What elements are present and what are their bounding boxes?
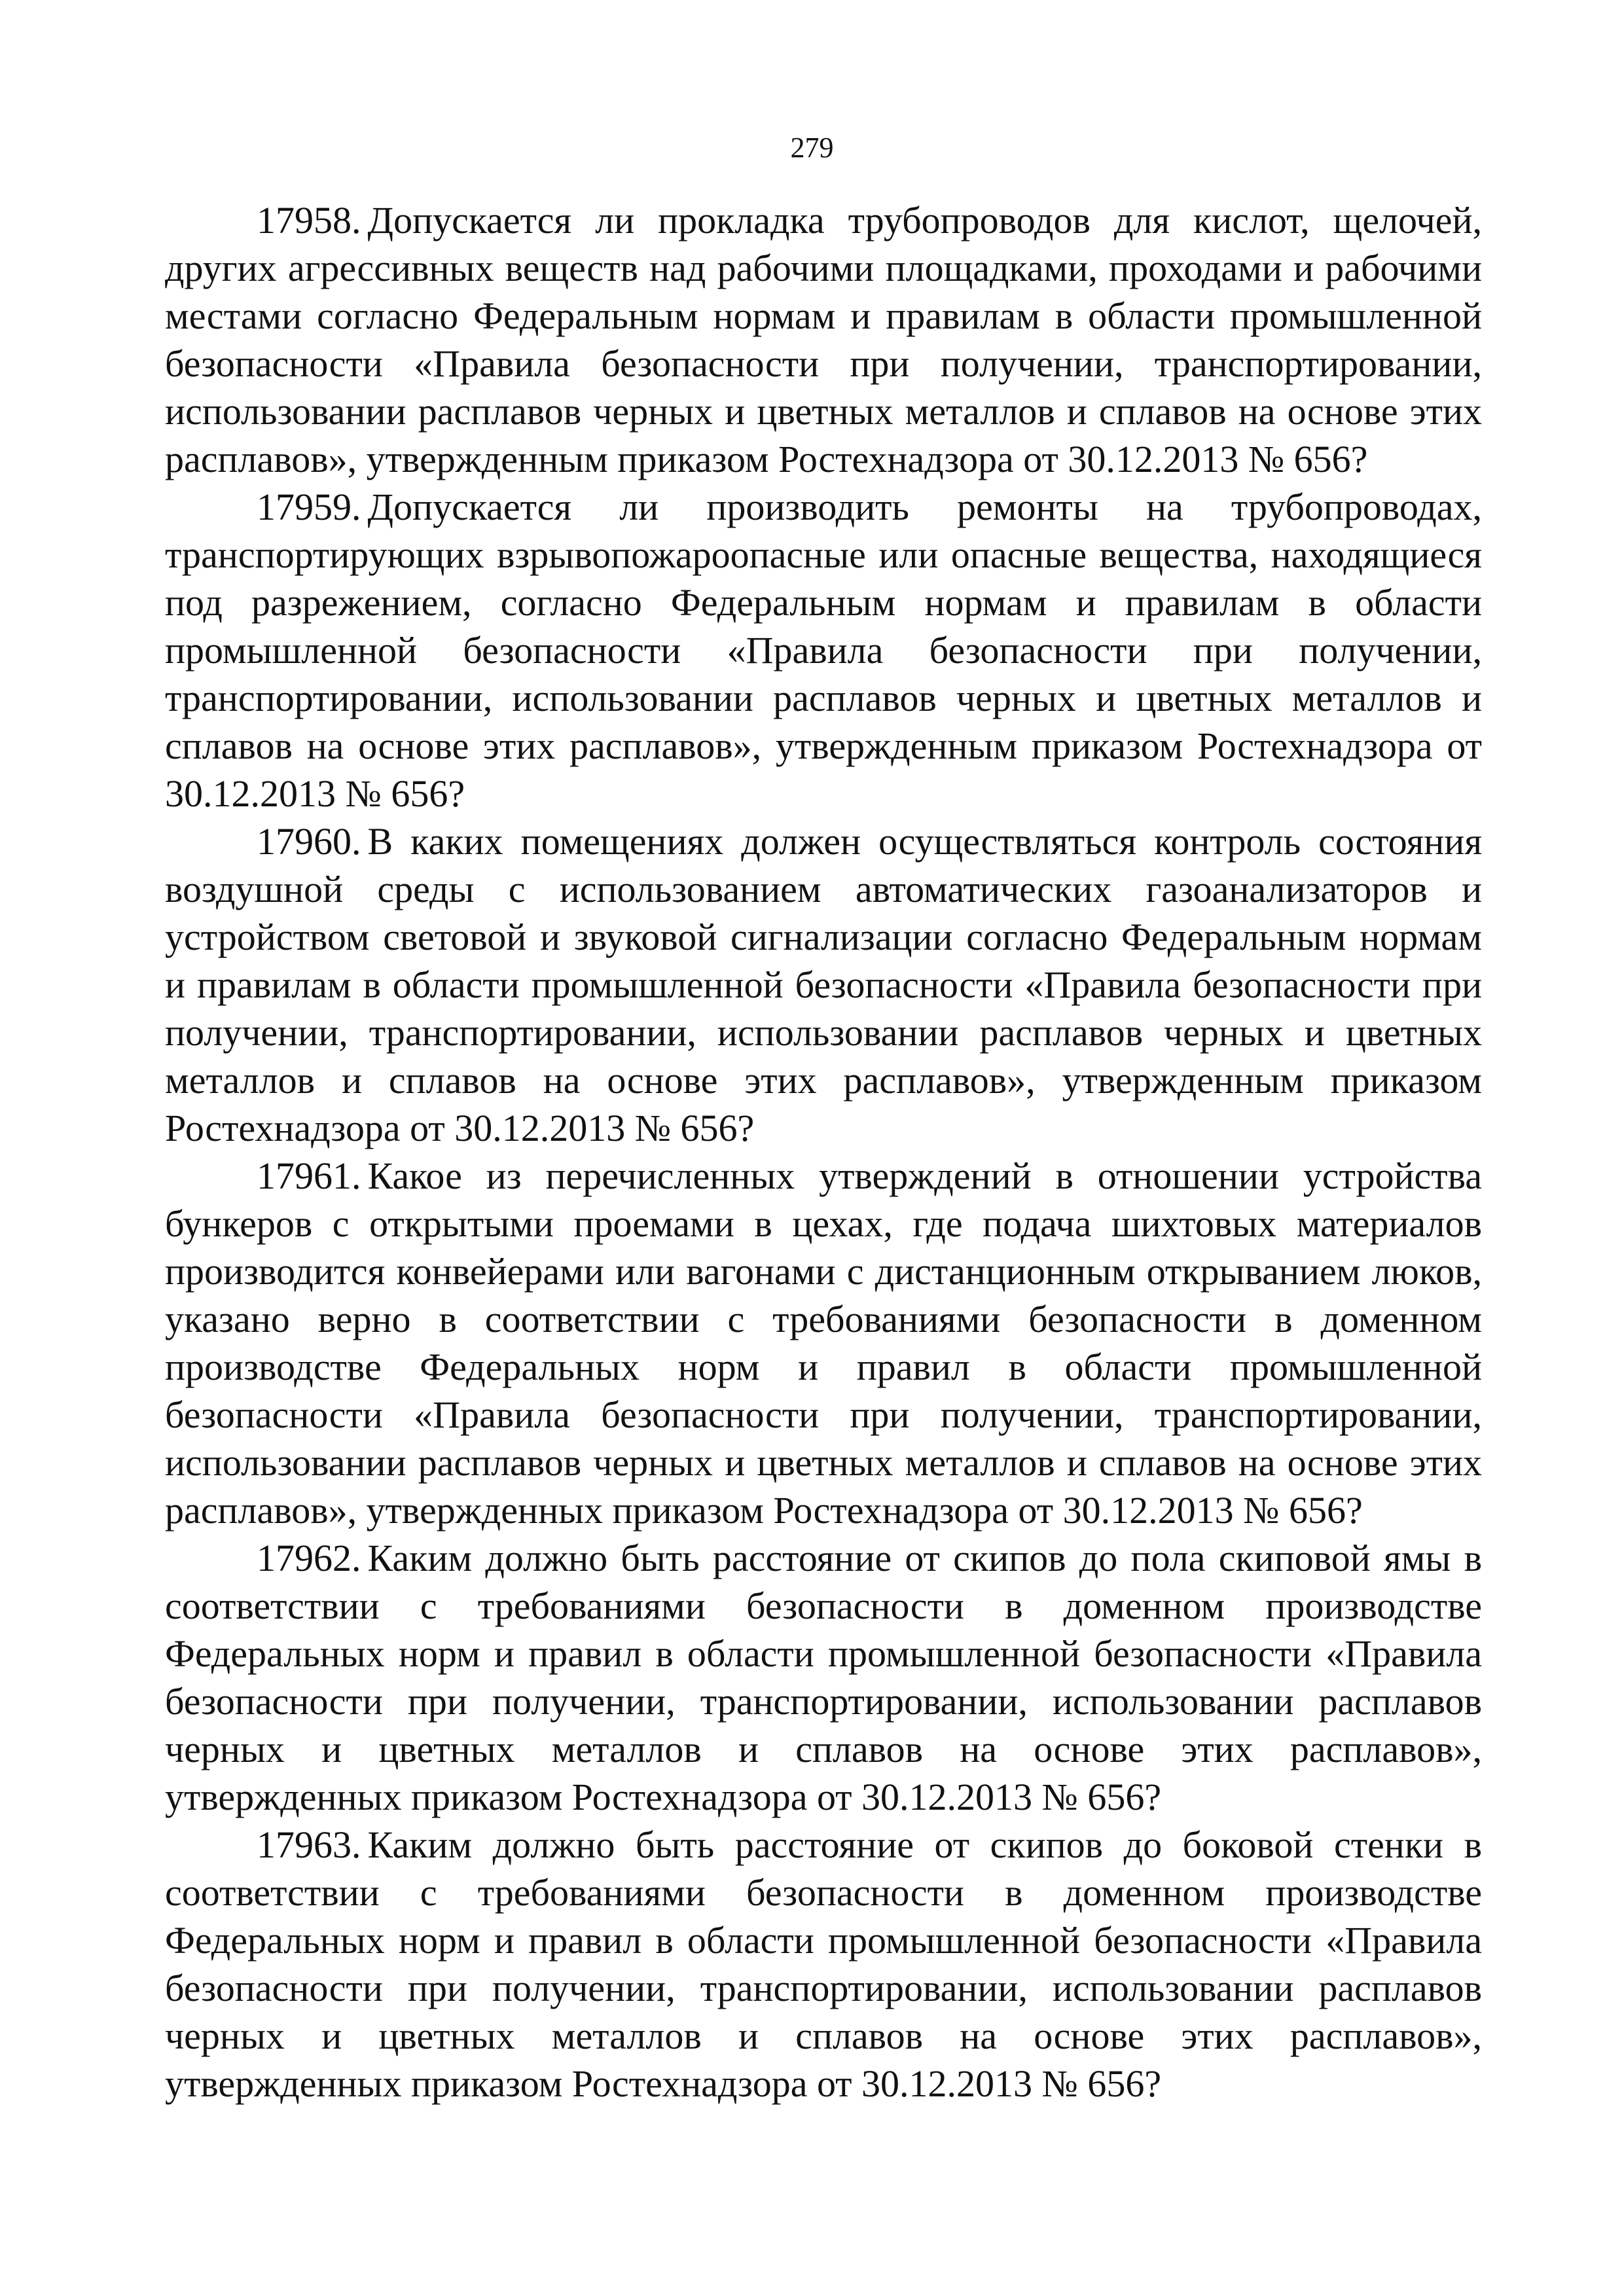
- question-list: [165, 196, 1482, 2108]
- question-number: 17962.: [257, 1537, 361, 1579]
- question-number: 17963.: [257, 1823, 361, 1866]
- question-17962: [165, 1534, 1482, 1821]
- question-text: Каким должно быть расстояние от скипов до пола скиповой ямы в соответствии с требованиями безопасности в доменном производстве Федеральных норм и правил в области промышленной безопасности «Правила безопасности при получении, транспортировании, использовании расплавов черных и цветных металлов и сплавов на основе этих расплавов», утвержденных приказом Ростехнадзора от 30.12.2013 № 656?: [165, 1537, 1482, 1818]
- question-text: Какое из перечисленных утверждений в отношении устройства бункеров с открытыми проемами в цехах, где подача шихтовых материалов производится конвейерами или вагонами с дистанционным открыванием люков, указано верно в соответствии с требованиями безопасности в доменном производстве Федеральных норм и правил в области промышленной безопасности «Правила безопасности при получении, транспортировании, использовании расплавов черных и цветных металлов и сплавов на основе этих расплавов», утвержденных приказом Ростехнадзора от 30.12.2013 № 656?: [165, 1155, 1482, 1532]
- question-number: 17959.: [257, 486, 361, 528]
- question-17959: [165, 483, 1482, 817]
- question-text: В каких помещениях должен осуществляться контроль состояния воздушной среды с использованием автоматических газоанализаторов и устройством световой и звуковой сигнализации согласно Федеральным нормам и правилам в области промышленной безопасности «Правила безопасности при получении, транспортировании, использовании расплавов черных и цветных металлов и сплавов на основе этих расплавов», утвержденным приказом Ростехнадзора от 30.12.2013 № 656?: [165, 820, 1482, 1149]
- page-number: 279: [790, 132, 834, 164]
- question-text: Каким должно быть расстояние от скипов до боковой стенки в соответствии с требованиями безопасности в доменном производстве Федеральных норм и правил в области промышленной безопасности «Правила безопасности при получении, транспортировании, использовании расплавов черных и цветных металлов и сплавов на основе этих расплавов», утвержденных приказом Ростехнадзора от 30.12.2013 № 656?: [165, 1823, 1482, 2105]
- question-text: Допускается ли производить ремонты на трубопроводах, транспортирующих взрывопожароопасные или опасные вещества, находящиеся под разрежением, согласно Федеральным нормам и правилам в области промышленной безопасности «Правила безопасности при получении, транспортировании, использовании расплавов черных и цветных металлов и сплавов на основе этих расплавов», утвержденным приказом Ростехнадзора от 30.12.2013 № 656?: [165, 486, 1482, 815]
- question-text: Допускается ли прокладка трубопроводов для кислот, щелочей, других агрессивных веществ над рабочими площадками, проходами и рабочими местами согласно Федеральным нормам и правилам в области промышленной безопасности «Правила безопасности при получении, транспортировании, использовании расплавов черных и цветных металлов и сплавов на основе этих расплавов», утвержденным приказом Ростехнадзора от 30.12.2013 № 656?: [165, 199, 1482, 480]
- question-number: 17961.: [257, 1155, 361, 1197]
- question-17961: [165, 1152, 1482, 1534]
- question-17958: [165, 196, 1482, 483]
- question-17963: [165, 1821, 1482, 2108]
- question-number: 17958.: [257, 199, 361, 242]
- question-number: 17960.: [257, 820, 361, 863]
- question-17960: [165, 817, 1482, 1152]
